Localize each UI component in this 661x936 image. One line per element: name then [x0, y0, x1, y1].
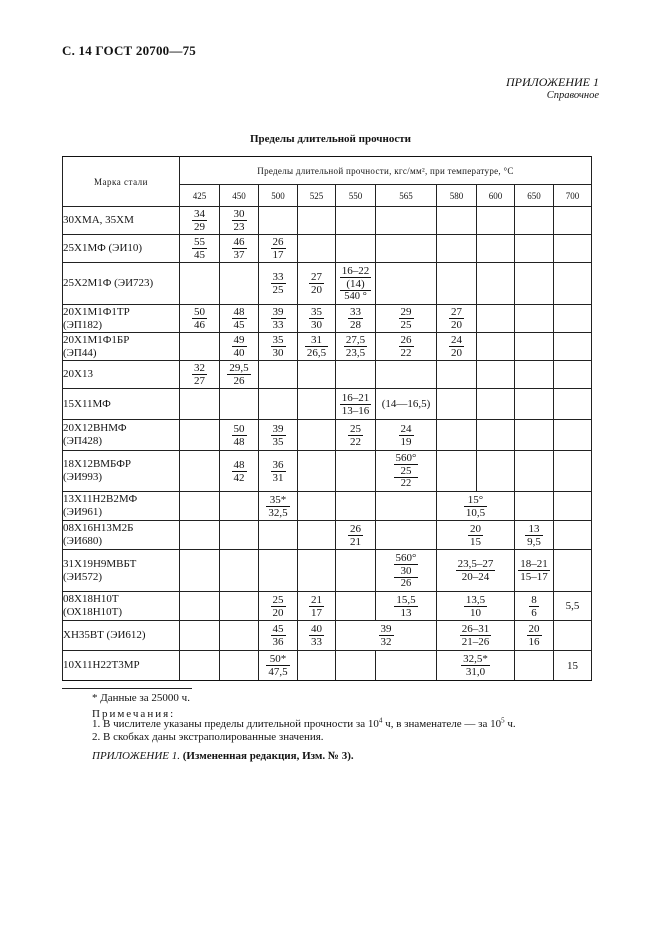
steel-brand: 20Х13: [63, 361, 180, 389]
temp-header: 450: [220, 185, 259, 207]
steel-brand: ХН35ВТ (ЭИ612): [63, 621, 180, 651]
temp-header: 580: [437, 185, 477, 207]
table-row: [63, 389, 592, 420]
value-fraction: $\frac{33}{28}$: [350, 306, 361, 331]
change-note: ПРИЛОЖЕНИЕ 1. (Измененная редакция, Изм. № 3).: [92, 750, 354, 762]
temp-header: 700: [554, 185, 592, 207]
temp-header: 600: [477, 185, 515, 207]
steel-brand: 13Х11Н2В2МФ (ЭИ961): [63, 492, 180, 521]
value-fraction: $\frac{33}{25}$: [272, 271, 284, 296]
value-fraction: $\frac{29,5}{26}$: [229, 362, 249, 387]
temp-header: 550: [336, 185, 376, 207]
value-fraction: $\frac{46}{37}$: [233, 236, 245, 261]
value-fraction: $\frac{39}{33}$: [272, 306, 284, 331]
value-fraction: $\frac{27}{20}$: [451, 306, 462, 331]
table-row: [63, 263, 592, 305]
value-fraction: $\frac{50*}{47,5}$: [268, 653, 288, 678]
appendix-label: ПРИЛОЖЕНИЕ 1: [506, 75, 599, 89]
table-row: [63, 333, 592, 361]
steel-brand: 20Х1М1Ф1БР (ЭП44): [63, 333, 180, 361]
table-row: [63, 550, 592, 592]
value-fraction: $\frac{50}{48}$: [233, 422, 245, 448]
value-fraction: $\frac{49}{40}$: [233, 334, 245, 359]
temp-header: 425: [180, 185, 220, 207]
value-fraction: $\frac{36}{31}$: [272, 458, 284, 484]
value-fraction: $\frac{8}{6}$: [531, 593, 537, 619]
table-row: [63, 207, 592, 235]
value-fraction: $\frac{15,5}{13}$: [396, 593, 416, 619]
value-fraction: $\frac{18-21}{15-17}$: [520, 558, 548, 583]
value-fraction: $\frac{25}{22}$: [350, 422, 361, 448]
value-fraction: $\frac{29}{25}$: [400, 306, 412, 331]
steel-brand: 15Х11МФ: [63, 389, 180, 420]
table-row: [63, 305, 592, 333]
value-fraction: $\frac{31}{26,5}$: [306, 334, 327, 359]
table-row: [63, 235, 592, 263]
note-1: 1. В числителе указаны пределы длительной прочности за $10^4$ ч, в знаменателе — за $10^5$ ч.: [92, 716, 516, 730]
limits-column-header: Пределы длительной прочности, кгс/мм², при температуре, °С: [180, 157, 592, 185]
steel-brand: 18Х12ВМБФР (ЭИ993): [63, 451, 180, 492]
steel-brand: 20Х12ВНМФ (ЭП428): [63, 420, 180, 451]
steel-brand: 08Х18Н10Т (ОХ18Н10Т): [63, 592, 180, 621]
notes-title: Примечания:: [92, 708, 176, 720]
value-fraction: $\frac{35}{30}$: [311, 306, 322, 331]
table-row: [63, 592, 592, 621]
value-fraction: $\frac{20}{16}$: [528, 623, 540, 648]
appendix-block: [506, 76, 599, 102]
value-fraction: $\frac{26}{17}$: [272, 236, 284, 261]
value-fraction: $\frac{27}{20}$: [311, 271, 322, 296]
value-plain: 15: [567, 659, 578, 672]
value-fraction: $\frac{13,5}{10}$: [465, 593, 486, 619]
value-fraction: $\frac{48}{45}$: [233, 306, 245, 331]
value-fraction: $\frac{26-31}{21-26}$: [461, 623, 490, 648]
table-row: [63, 651, 592, 681]
value-fraction: $\frac{24}{19}$: [400, 422, 412, 448]
value-fraction: $\frac{35*}{32,5}$: [268, 493, 288, 519]
value-fraction: $\frac{32}{27}$: [194, 362, 205, 387]
value-fraction: 560° 25 22: [395, 452, 417, 489]
steel-brand: 25Х2М1Ф (ЭИ723): [63, 263, 180, 305]
table-row: [63, 451, 592, 492]
steel-brand: 08Х16Н13М2Б (ЭИ680): [63, 521, 180, 550]
value-fraction: $\frac{39}{35}$: [272, 422, 284, 448]
value-fraction: $\frac{30}{23}$: [233, 208, 245, 233]
table-row: [63, 361, 592, 389]
value-fraction: 560° 30 26: [395, 551, 417, 589]
value-fraction: $\frac{15^\circ}{10,5}$: [465, 493, 486, 519]
value-fraction: $\frac{24}{20}$: [451, 334, 462, 359]
value-fraction: $\frac{16-21}{13-16}$: [341, 391, 370, 417]
steel-brand: 31Х19Н9МВБТ (ЭИ572): [63, 550, 180, 592]
footnote: * Данные за 25000 ч.: [92, 692, 190, 704]
value-fraction: $\frac{39}{32}$: [380, 623, 392, 648]
steel-brand: 30ХМА, 35ХМ: [63, 207, 180, 235]
value-fraction: $\frac{13}{9,5}$: [527, 522, 541, 548]
value-fraction: $\frac{55}{45}$: [194, 236, 205, 261]
table-title: Пределы длительной прочности: [250, 133, 411, 145]
value-fraction: $\frac{50}{46}$: [194, 306, 205, 331]
value-fraction: $\frac{23,5-27}{20-24}$: [457, 558, 494, 583]
extrapolated-value: (14—16,5): [381, 398, 431, 410]
value-fraction: $\frac{27,5}{23,5}$: [345, 334, 366, 359]
strength-table: [62, 156, 592, 681]
value-fraction: $\frac{25}{20}$: [272, 593, 284, 619]
temp-header: 500: [259, 185, 298, 207]
temp-header: 525: [298, 185, 336, 207]
appendix-sub: Справочное: [546, 90, 599, 101]
note-2: 2. В скобках даны экстраполированные значения.: [92, 731, 324, 743]
value-fraction: 16–22 (14) 540 °: [341, 264, 370, 302]
value-fraction: $\frac{40}{33}$: [311, 623, 322, 648]
value-fraction: $\frac{35}{30}$: [272, 334, 284, 359]
steel-brand: 25Х1МФ (ЭИ10): [63, 235, 180, 263]
temp-header: 565: [376, 185, 437, 207]
steel-brand: 10Х11Н22Т3МР: [63, 651, 180, 681]
value-fraction: $\frac{26}{21}$: [350, 522, 361, 548]
temp-header: 650: [515, 185, 554, 207]
brand-column-header: Марка стали: [63, 157, 180, 207]
table-row: [63, 420, 592, 451]
value-plain: 5,5: [565, 600, 580, 612]
table-row: [63, 621, 592, 651]
page-header: С. 14 ГОСТ 20700—75: [62, 43, 196, 58]
steel-brand: 20Х1М1Ф1ТР (ЭП182): [63, 305, 180, 333]
footnote-rule: [62, 688, 192, 689]
value-fraction: $\frac{48}{42}$: [233, 458, 245, 484]
value-fraction: $\frac{45}{36}$: [272, 623, 284, 648]
value-fraction: $\frac{21}{17}$: [311, 593, 322, 619]
table-row: [63, 492, 592, 521]
value-fraction: $\frac{20}{15}$: [470, 522, 481, 548]
table-row: [63, 521, 592, 550]
value-fraction: $\frac{32,5*}{31,0}$: [463, 653, 488, 678]
value-fraction: $\frac{26}{22}$: [400, 334, 412, 359]
value-fraction: $\frac{34}{29}$: [194, 208, 205, 233]
